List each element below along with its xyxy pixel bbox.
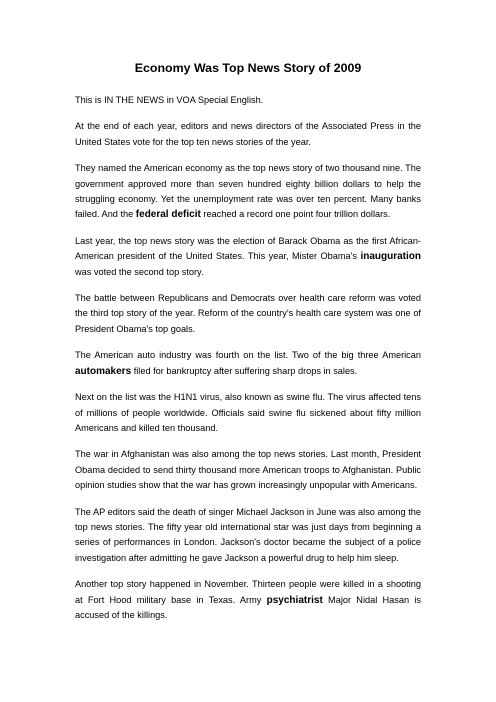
paragraph-text: Next on the list was the H1N1 virus, also known as swine flu. The virus affected tens of millions of people worldwide. Officials said swine flu sickened about fifty million Americans and killed ten thousand. <box>75 392 421 433</box>
document-page <box>75 60 421 634</box>
paragraph-text: They named the American economy as the top news story of two thousand nine. The government approved more than seven hundred eighty billion dollars to help the struggling economy. Yet the unemployment rate was over ten percent. Many banks failed. And the <box>75 163 421 220</box>
paragraph-michael-jackson <box>75 505 421 567</box>
paragraph-text: The battle between Republicans and Democrats over health care reform was voted the third top story of the year. Reform of the country's health care system was one of President Obama's top goals. <box>75 293 421 334</box>
paragraph-swine-flu <box>75 390 421 436</box>
paragraph-intro <box>75 93 421 108</box>
paragraph-text: filed for bankruptcy after suffering sharp drops in sales. <box>131 365 358 376</box>
paragraph-text: was voted the second top story. <box>75 266 204 277</box>
vocabulary-term-inauguration: inauguration <box>360 251 421 263</box>
paragraph-text: The American auto industry was fourth on the list. Two of the big three American <box>75 350 421 361</box>
paragraph-text: The AP editors said the death of singer Michael Jackson in June was also among the top news stories. The fifty year old international star was just days from beginning a series of performances in London. Jackson's doctor became the subject of a police investigation after admitting he gave Jackson a powerful drug to help him sleep. <box>75 506 421 563</box>
paragraph-ap-vote <box>75 119 421 150</box>
paragraph-fort-hood <box>75 577 421 623</box>
paragraph-inauguration <box>75 234 421 280</box>
paragraph-text: reached a record one point four trillion dollars. <box>200 209 391 220</box>
paragraph-text: The war in Afghanistan was also among the top news stories. Last month, President Obama decided to send thirty thousand more American troops to Afghanistan. Public opinion studies show that the war has grown increasingly unpopular with Americans. <box>75 449 421 491</box>
vocabulary-term-psychiatrist: psychiatrist <box>266 594 323 606</box>
vocabulary-term-automakers: automakers <box>75 365 132 377</box>
vocabulary-term-federal-deficit: federal deficit <box>135 209 201 221</box>
paragraph-text: Major Nidal Hasan is accused of the killings. <box>75 594 421 620</box>
paragraph-afghanistan <box>75 447 421 493</box>
paragraph-text: This is IN THE NEWS in VOA Special English. <box>75 95 264 105</box>
document-title: Economy Was Top News Story of 2009 <box>134 61 362 75</box>
paragraph-text: At the end of each year, editors and news directors of the Associated Press in the United States vote for the top ten news stories of the year. <box>75 121 421 147</box>
paragraph-text: Another top story happened in November. Thirteen people were killed in a shooting at Fort Hood military base in Texas. Army <box>75 579 421 605</box>
paragraph-economy <box>75 161 421 223</box>
paragraph-text: Last year, the top news story was the election of Barack Obama as the first African-American president of the United States. This year, Mister Obama's <box>75 235 421 262</box>
paragraph-health-care <box>75 291 421 337</box>
paragraph-auto-industry <box>75 348 421 379</box>
